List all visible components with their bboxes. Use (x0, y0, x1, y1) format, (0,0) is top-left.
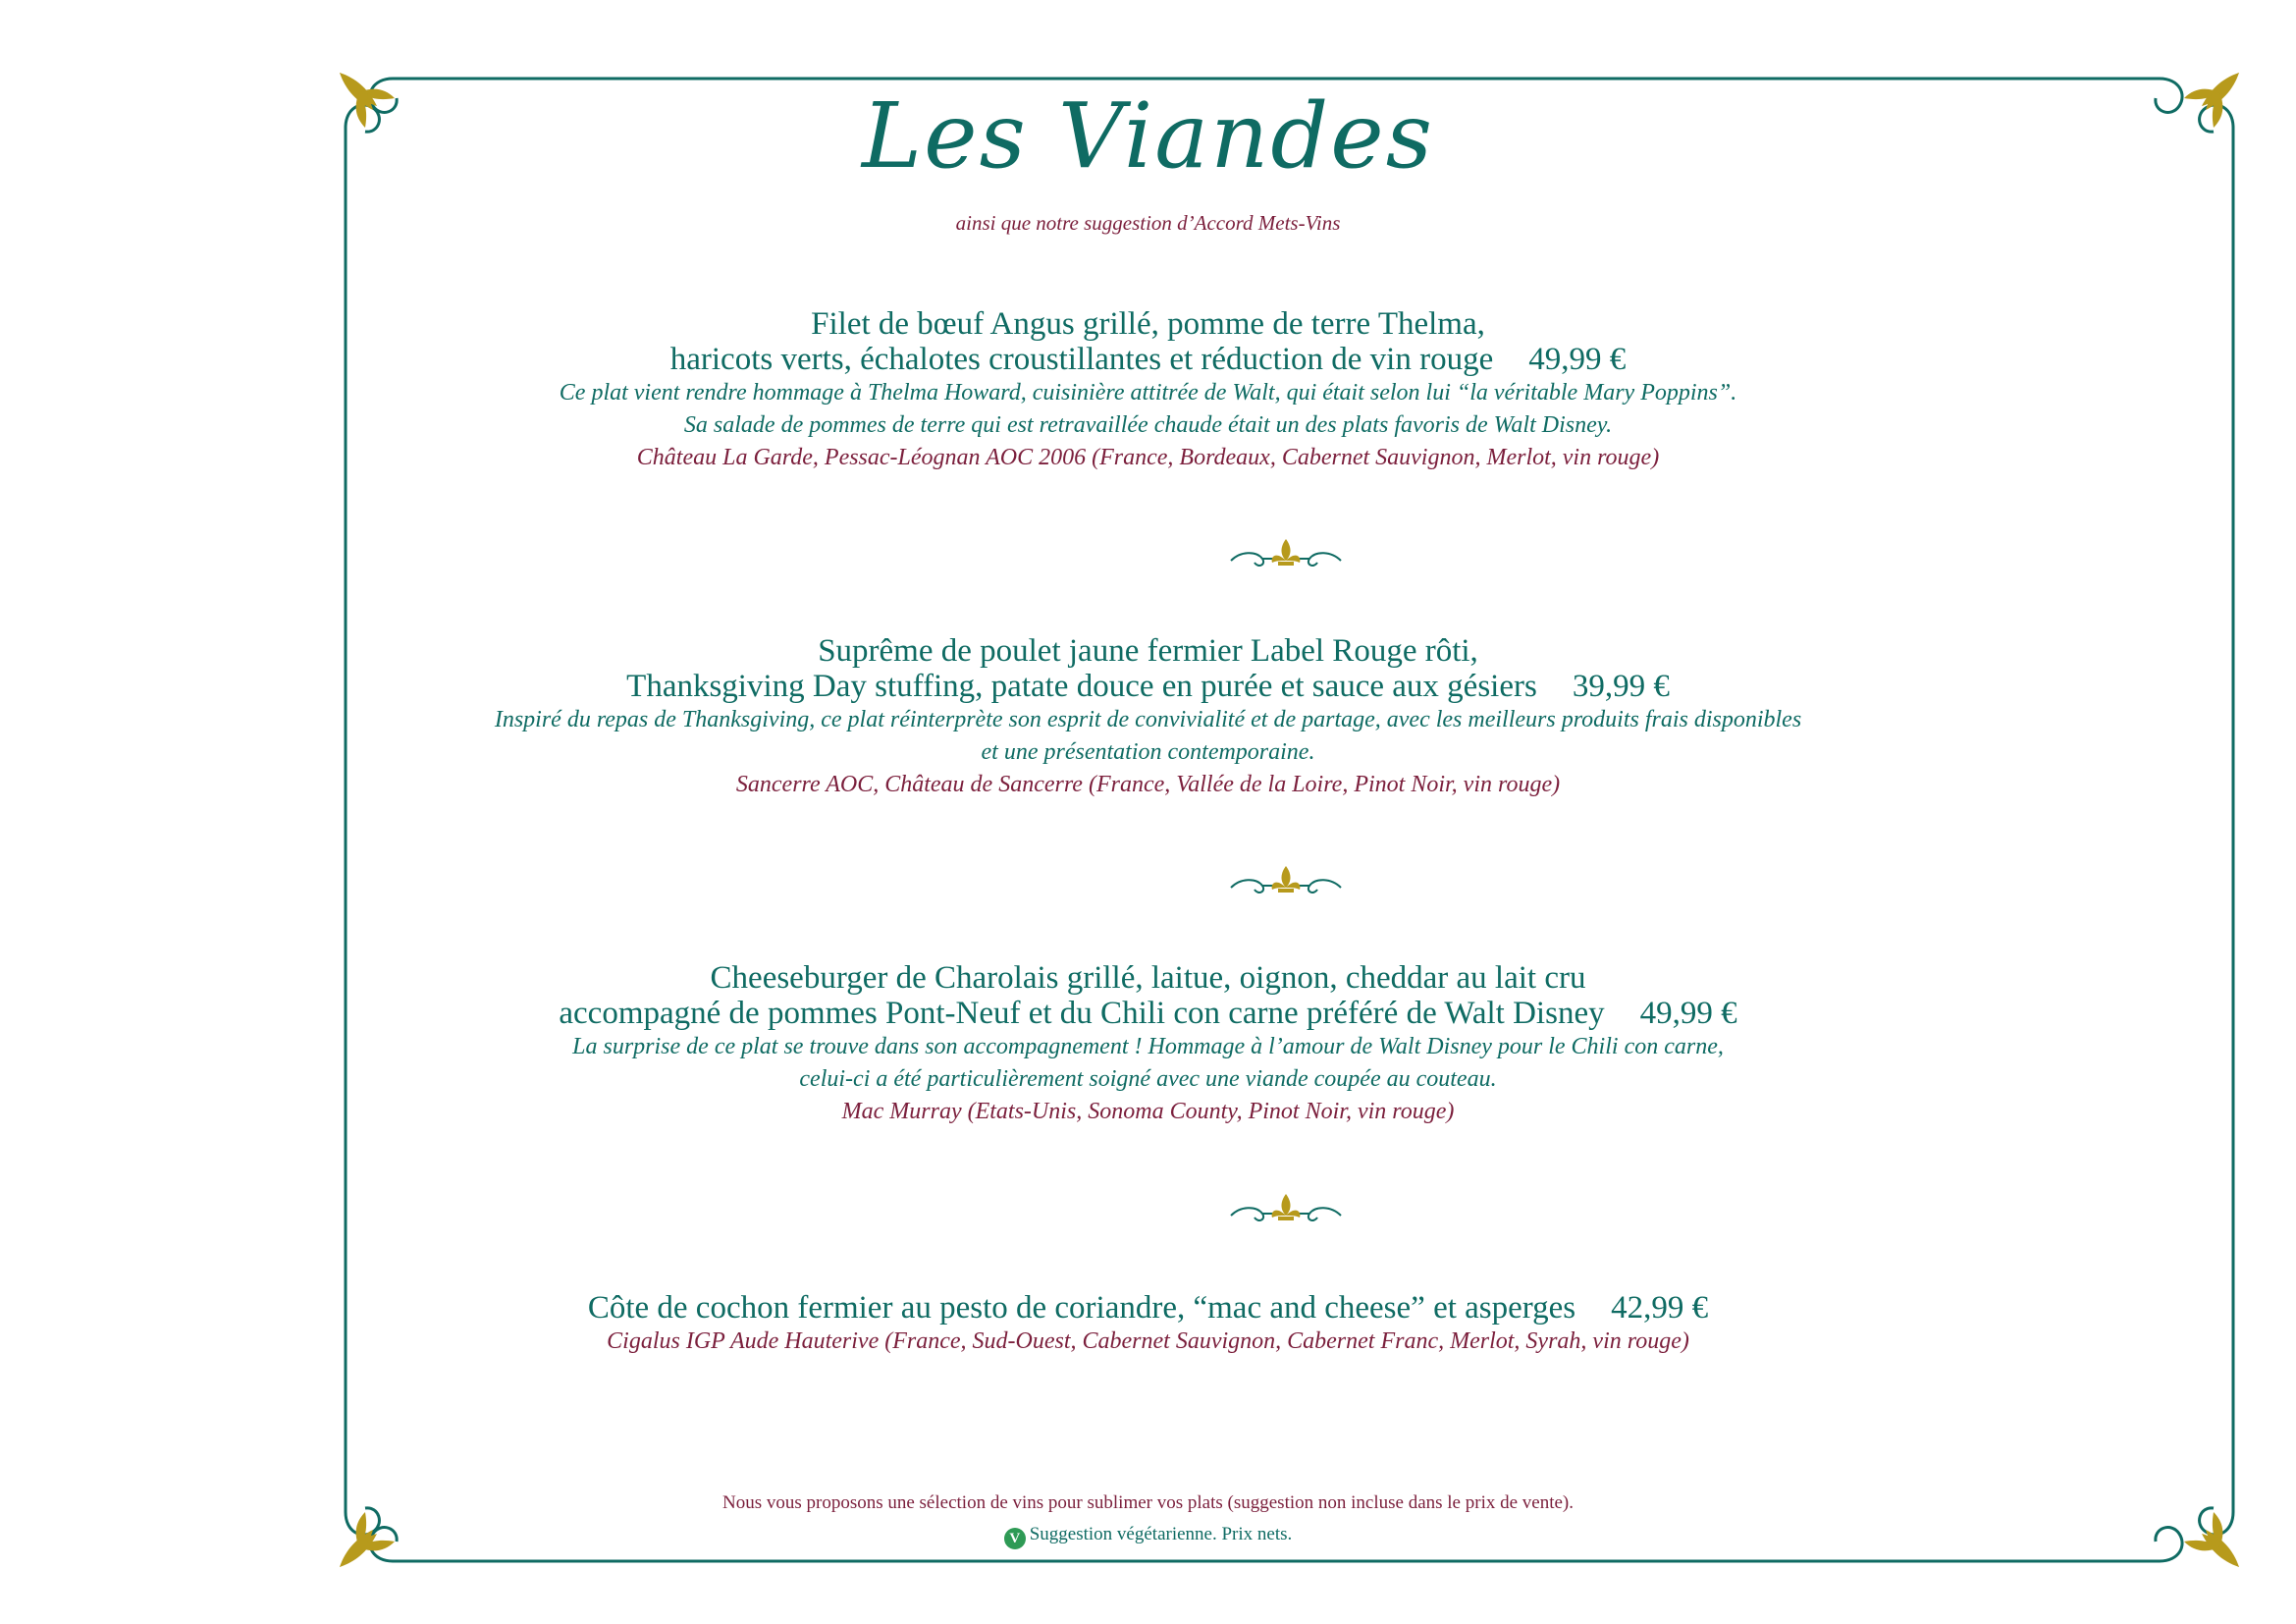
menu-item (0, 1290, 2296, 1358)
wine-pairing: Cigalus IGP Aude Hauterive (France, Sud-Ouest, Cabernet Sauvignon, Cabernet Franc, Merlot, Syrah, vin rouge) (607, 1328, 1689, 1354)
dish-description: et une présentation contemporaine. (981, 739, 1315, 765)
wine-pairing: Château La Garde, Pessac-Léognan AOC 2006 (France, Bordeaux, Cabernet Sauvignon, Merlot, vin rouge) (636, 445, 1660, 470)
menu-item (0, 960, 2296, 1128)
dish-name: Suprême de poulet jaune fermier Label Rouge rôti, (818, 633, 1478, 669)
vegetarian-icon: V (1004, 1528, 1026, 1549)
wine-pairing: Sancerre AOC, Château de Sancerre (France, Vallée de la Loire, Pinot Noir, vin rouge) (735, 772, 1561, 797)
dish-description: Ce plat vient rendre hommage à Thelma Howard, cuisinière attitrée de Walt, qui était selon lui “la véritable Mary Poppins”. (559, 380, 1737, 406)
dish-name: haricots verts, échalotes croustillantes et réduction de vin rouge 49,99 € (669, 342, 1627, 377)
wine-pairing-note: Nous vous proposons une sélection de vins pour sublimer vos plats (suggestion non incluse dans le prix de vente). (721, 1492, 1574, 1513)
dish-name: Cheeseburger de Charolais grillé, laitue, oignon, cheddar au lait cru (710, 960, 1586, 996)
dish-description: celui-ci a été particulièrement soigné avec une viande coupée au couteau. (799, 1066, 1497, 1092)
dish-name: accompagné de pommes Pont-Neuf et du Chili con carne préféré de Walt Disney 49,99 € (559, 996, 1737, 1031)
menu-item (0, 633, 2296, 801)
fleur-de-lis-divider-icon (1227, 535, 1345, 574)
dish-name: Thanksgiving Day stuffing, patate douce en purée et sauce aux gésiers 39,99 € (626, 669, 1670, 704)
page-title: Les Viandes (862, 83, 1434, 189)
dish-description: Sa salade de pommes de terre qui est retravaillée chaude était un des plats favoris de Walt Disney. (683, 412, 1613, 438)
fleur-de-lis-divider-icon (1227, 1190, 1345, 1229)
menu-item (0, 306, 2296, 474)
legend (0, 1524, 2296, 1549)
wine-pairing: Mac Murray (Etats-Unis, Sonoma County, Pinot Noir, vin rouge) (841, 1099, 1455, 1124)
dish-price: 49,99 € (1528, 342, 1627, 377)
legend-text: Suggestion végétarienne. Prix nets. (1029, 1524, 1293, 1544)
dish-description: La surprise de ce plat se trouve dans son accompagnement ! Hommage à l’amour de Walt Disney pour le Chili con carne, (572, 1034, 1724, 1059)
page-subtitle: ainsi que notre suggestion d’Accord Mets-Vins (955, 211, 1341, 235)
dish-price: 49,99 € (1639, 996, 1737, 1031)
fleur-de-lis-divider-icon (1227, 862, 1345, 901)
dish-description: Inspiré du repas de Thanksgiving, ce plat réinterprète son esprit de convivialité et de partage, avec les meilleurs produits frais disponibles (494, 707, 1802, 732)
dish-price: 42,99 € (1611, 1290, 1709, 1326)
dish-price: 39,99 € (1572, 669, 1670, 704)
dish-name: Filet de bœuf Angus grillé, pomme de terre Thelma, (811, 306, 1485, 342)
dish-name: Côte de cochon fermier au pesto de coriandre, “mac and cheese” et asperges 42,99 € (587, 1290, 1709, 1326)
